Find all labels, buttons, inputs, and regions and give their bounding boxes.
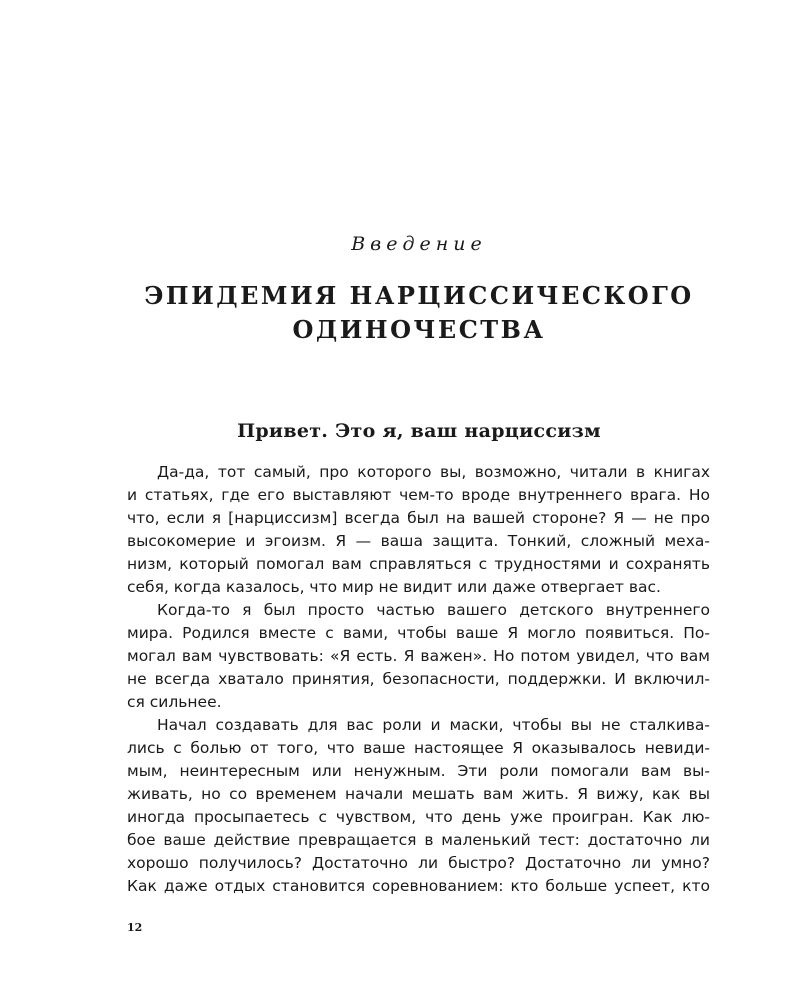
text-line: ся сильнее. (127, 693, 222, 711)
chapter-label: Введение (351, 233, 487, 255)
text-line: не всегда хватало принятия, безопасности, поддержки. И включил- (127, 670, 710, 688)
text-line: и статьях, где его выставляют чем-то вроде внутреннего врага. Но (127, 486, 710, 504)
text-line: лись с болью от того, что ваше настоящее Я оказывалось невиди- (127, 739, 710, 757)
page-number: 12 (127, 921, 143, 934)
text-line: высокомерие и эгоизм. Я — ваша защита. Тонкий, сложный меха- (127, 532, 710, 550)
text-line: Когда-то я был просто частью вашего детского внутреннего (157, 601, 710, 619)
text-line: что, если я [нарциссизм] всегда был на вашей стороне? Я — не про (127, 509, 710, 527)
text-line: хорошо получилось? Достаточно ли быстро? Достаточно ли умно? (127, 854, 710, 872)
text-line: живать, но со временем начали мешать вам жить. Я вижу, как вы (127, 785, 710, 803)
text-line: бое ваше действие превращается в маленький тест: достаточно ли (127, 831, 710, 849)
text-line: иногда просыпаетесь с чувством, что день уже проигран. Как лю- (127, 808, 710, 826)
chapter-title-line-2: ОДИНОЧЕСТВА (292, 315, 546, 344)
section-heading: Привет. Это я, ваш нарциссизм (237, 420, 601, 442)
text-line: Начал создавать для вас роли и маски, чтобы вы не сталкива- (157, 716, 710, 734)
text-line: могал вам чувствовать: «Я есть. Я важен». Но потом увидел, что вам (127, 647, 710, 665)
chapter-title (0, 279, 800, 347)
chapter-title-line-1: ЭПИДЕМИЯ НАРЦИССИЧЕСКОГО (144, 281, 694, 310)
text-line: низм, который помогал вам справляться с трудностями и сохранять (127, 555, 710, 573)
text-line: себя, когда казалось, что мир не видит или даже отвергает вас. (127, 578, 661, 596)
text-line: Как даже отдых становится соревнованием: кто больше успеет, кто (127, 877, 710, 895)
text-line: мира. Родился вместе с вами, чтобы ваше Я могло появиться. По- (127, 624, 710, 642)
text-line: мым, неинтересным или ненужным. Эти роли помогали вам вы- (127, 762, 710, 780)
text-line: Да-да, тот самый, про которого вы, возможно, читали в книгах (157, 463, 710, 481)
body-text (127, 461, 710, 898)
